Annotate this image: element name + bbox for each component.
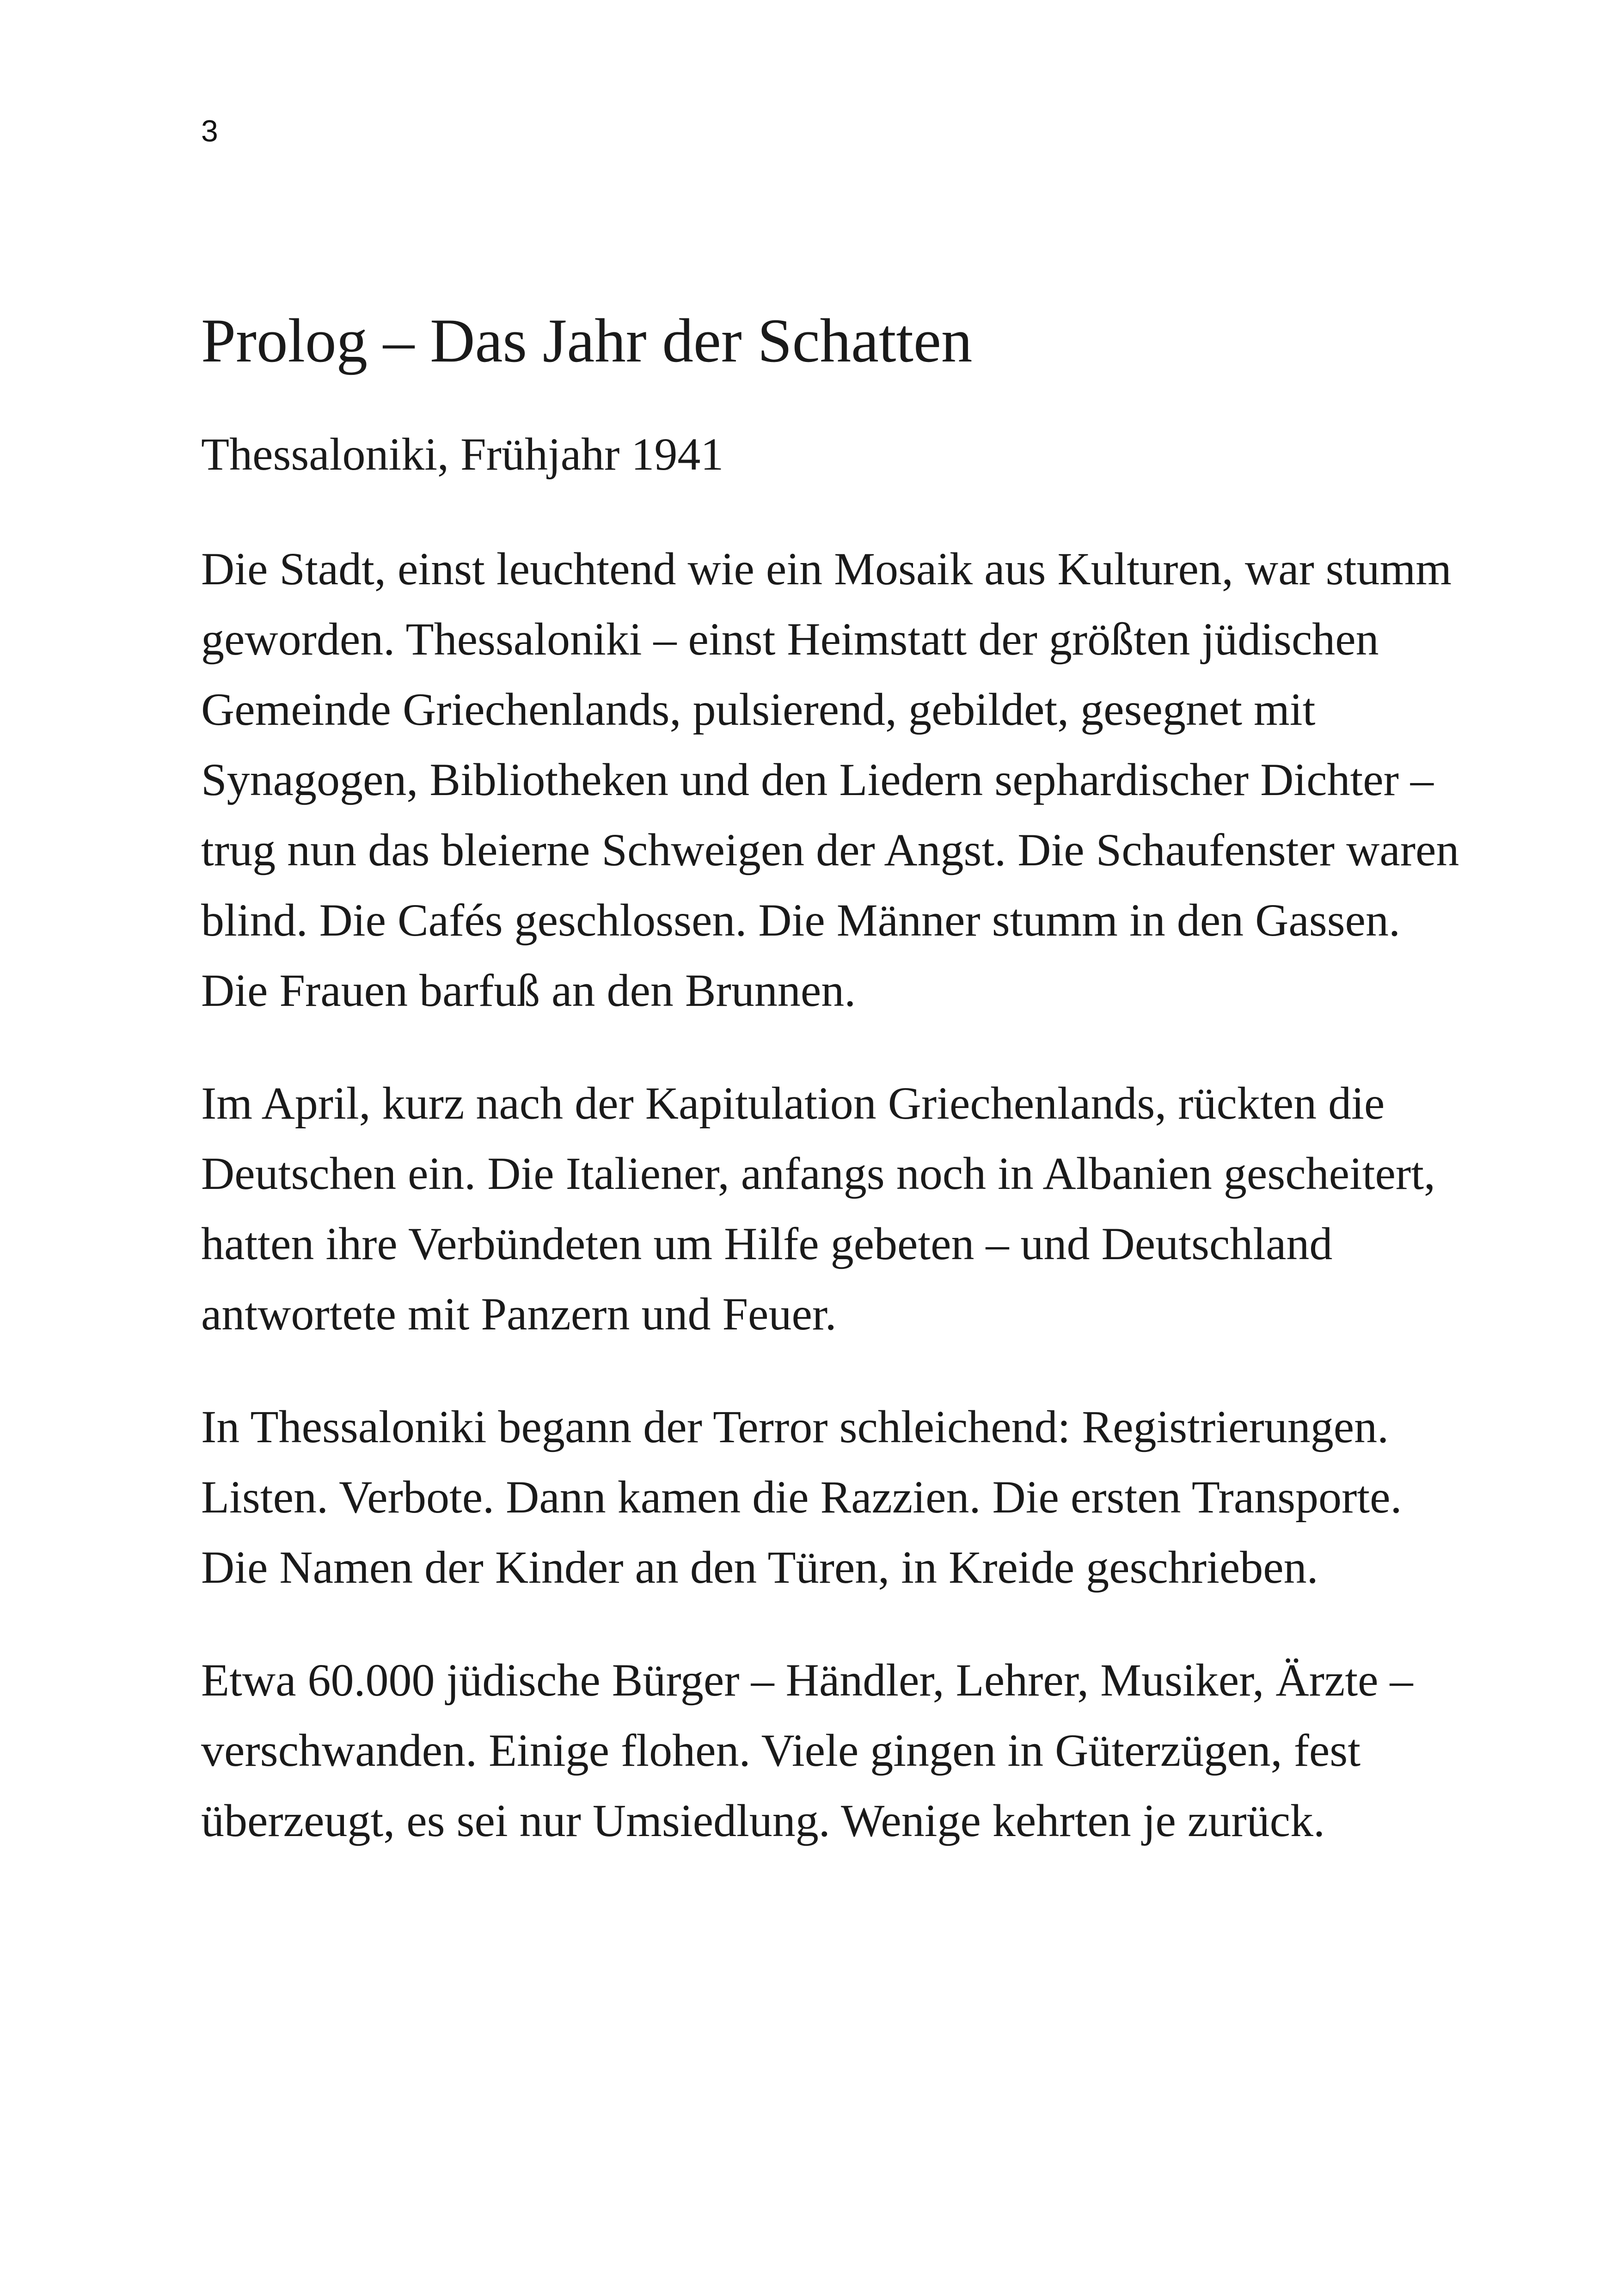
body-paragraph: Im April, kurz nach der Kapitulation Griechenlands, rückten die Deutschen ein. Die Italiener, anfangs noch in Albanien gescheitert, hatten ihre Verbündeten um Hilfe gebeten – und Deutschland antwortete mit Panzern und Feuer. <box>201 1078 1436 1340</box>
body-paragraph: Die Stadt, einst leuchtend wie ein Mosaik aus Kulturen, war stumm geworden. Thessaloniki – einst Heimstatt der größten jüdischen Gemeinde Griechenlands, pulsierend, gebildet, gesegnet mit Synagogen, Bibliotheken und den Liedern sephardischer Dichter – trug nun das bleierne Schweigen der Angst. Die Schaufenster waren blind. Die Cafés geschlossen. Die Männer stumm in den Gassen. Die Frauen barfuß an den Brunnen. <box>201 543 1459 1016</box>
chapter-place-date: Thessaloniki, Frühjahr 1941 <box>201 429 724 480</box>
page-number: 3 <box>201 114 218 148</box>
chapter-content <box>201 305 1468 1856</box>
body-paragraph: Etwa 60.000 jüdische Bürger – Händler, Lehrer, Musiker, Ärzte – verschwanden. Einige flohen. Viele gingen in Güterzügen, fest überzeugt, es sei nur Umsiedlung. Wenige kehrten je zurück. <box>201 1654 1413 1847</box>
chapter-title: Prolog – Das Jahr der Schatten <box>201 306 973 375</box>
body-paragraph: In Thessaloniki begann der Terror schleichend: Registrierungen. Listen. Verbote. Dann kamen die Razzien. Die ersten Transporte. Die Namen der Kinder an den Türen, in Kreide geschrieben. <box>201 1401 1402 1593</box>
